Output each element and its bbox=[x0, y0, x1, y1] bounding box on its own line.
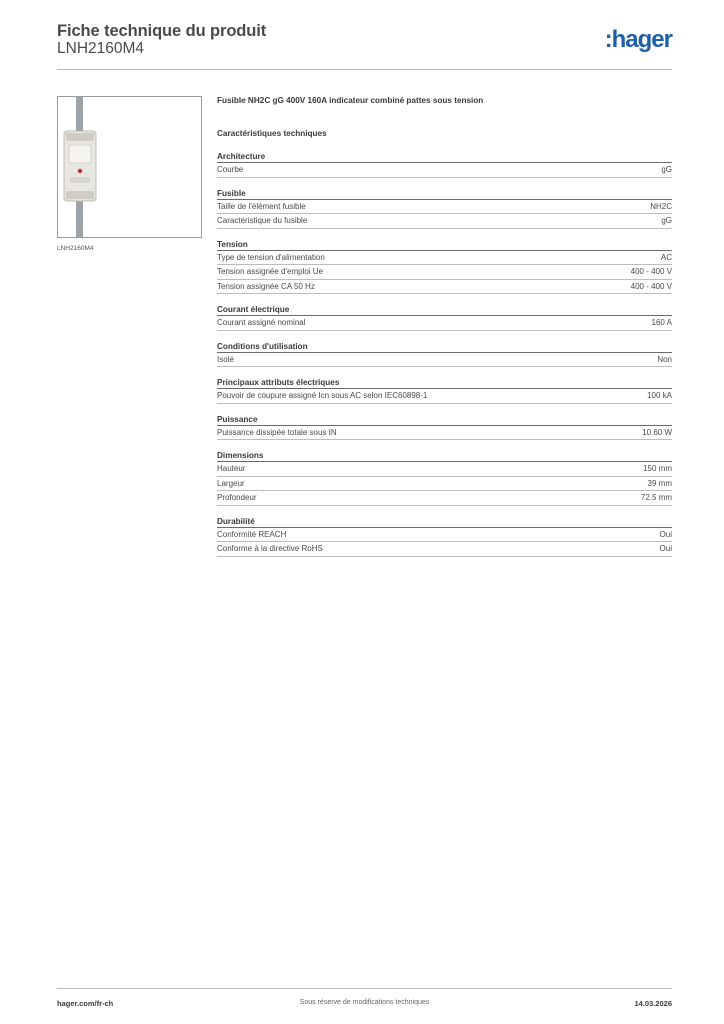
hager-logo[interactable]: :hager bbox=[604, 26, 672, 53]
spec-label: Isolé bbox=[217, 354, 234, 364]
product-reference: LNH2160M4 bbox=[57, 40, 145, 57]
spec-row bbox=[217, 251, 672, 266]
section-heading: Durabilité bbox=[217, 516, 672, 528]
product-image bbox=[57, 96, 202, 238]
spec-section bbox=[217, 377, 672, 404]
spec-row bbox=[217, 200, 672, 215]
section-heading: Fusible bbox=[217, 188, 672, 200]
fuse-illustration bbox=[58, 97, 201, 237]
spec-label: Tension assignée CA 50 Hz bbox=[217, 281, 315, 291]
section-heading: Puissance bbox=[217, 414, 672, 426]
spec-label: Pouvoir de coupure assigné Icn sous AC selon IEC60898-1 bbox=[217, 391, 428, 400]
section-heading: Conditions d'utilisation bbox=[217, 341, 672, 353]
spec-label: Puissance dissipée totale sous IN bbox=[217, 427, 337, 437]
spec-row bbox=[217, 491, 672, 506]
spec-value: gG bbox=[661, 165, 672, 174]
spec-label: Courbe bbox=[217, 165, 244, 174]
footer-date: 14.03.2026 bbox=[634, 999, 672, 1008]
spec-section bbox=[217, 450, 672, 506]
spec-value: 10.60 W bbox=[642, 427, 672, 437]
spec-section bbox=[217, 188, 672, 229]
spec-row bbox=[217, 265, 672, 280]
spec-sections bbox=[217, 151, 672, 557]
spec-value: 400 - 400 V bbox=[630, 281, 672, 291]
spec-label: Type de tension d'alimentation bbox=[217, 252, 325, 262]
image-caption: LNH2160M4 bbox=[57, 245, 94, 252]
spec-label: Conforme à la directive RoHS bbox=[217, 544, 323, 553]
page-footer bbox=[57, 988, 672, 1010]
spec-row bbox=[217, 426, 672, 441]
product-title: Fusible NH2C gG 400V 160A indicateur combiné pattes sous tension bbox=[217, 96, 484, 105]
spec-value: 160 A bbox=[651, 318, 672, 327]
spec-row bbox=[217, 163, 672, 178]
spec-value: 100 kA bbox=[647, 391, 672, 400]
page-header bbox=[57, 20, 672, 70]
spec-section bbox=[217, 304, 672, 331]
spec-section bbox=[217, 414, 672, 441]
spec-label: Courant assigné nominal bbox=[217, 318, 306, 327]
spec-value: gG bbox=[661, 216, 672, 225]
spec-label: Hauteur bbox=[217, 464, 246, 473]
spec-section bbox=[217, 341, 672, 368]
specs-subtitle: Caractéristiques techniques bbox=[217, 129, 327, 138]
spec-row bbox=[217, 353, 672, 368]
spec-row bbox=[217, 528, 672, 543]
spec-value: 150 mm bbox=[643, 464, 672, 473]
spec-label: Taille de l'élément fusible bbox=[217, 201, 306, 211]
spec-row bbox=[217, 316, 672, 331]
section-heading: Courant électrique bbox=[217, 304, 672, 316]
spec-label: Tension assignée d'emploi Ue bbox=[217, 267, 324, 276]
spec-value: Oui bbox=[659, 544, 672, 553]
spec-row bbox=[217, 477, 672, 492]
section-heading: Principaux attributs électriques bbox=[217, 377, 672, 389]
product-specifications bbox=[217, 96, 672, 567]
spec-row bbox=[217, 389, 672, 404]
section-heading: Dimensions bbox=[217, 450, 672, 462]
spec-value: 39 mm bbox=[647, 478, 672, 488]
spec-value: Oui bbox=[659, 529, 672, 539]
spec-row bbox=[217, 214, 672, 229]
footer-website[interactable]: hager.com/fr-ch bbox=[57, 999, 114, 1008]
spec-row bbox=[217, 542, 672, 557]
spec-section bbox=[217, 516, 672, 557]
spec-label: Profondeur bbox=[217, 493, 257, 502]
spec-label: Conformité REACH bbox=[217, 529, 287, 539]
section-heading: Architecture bbox=[217, 151, 672, 163]
spec-label: Largeur bbox=[217, 478, 245, 488]
spec-value: 72.5 mm bbox=[640, 493, 672, 502]
footer-disclaimer: Sous réserve de modifications techniques bbox=[299, 999, 430, 1006]
spec-label: Caractéristique du fusible bbox=[217, 216, 308, 225]
spec-section bbox=[217, 151, 672, 178]
spec-value: NH2C bbox=[650, 201, 672, 211]
section-heading: Tension bbox=[217, 239, 672, 251]
spec-value: 400 - 400 V bbox=[630, 267, 672, 276]
spec-row bbox=[217, 462, 672, 477]
spec-value: AC bbox=[660, 252, 672, 262]
spec-value: Non bbox=[657, 354, 672, 364]
spec-row bbox=[217, 280, 672, 295]
document-title: Fiche technique du produit bbox=[57, 22, 267, 40]
spec-section bbox=[217, 239, 672, 295]
